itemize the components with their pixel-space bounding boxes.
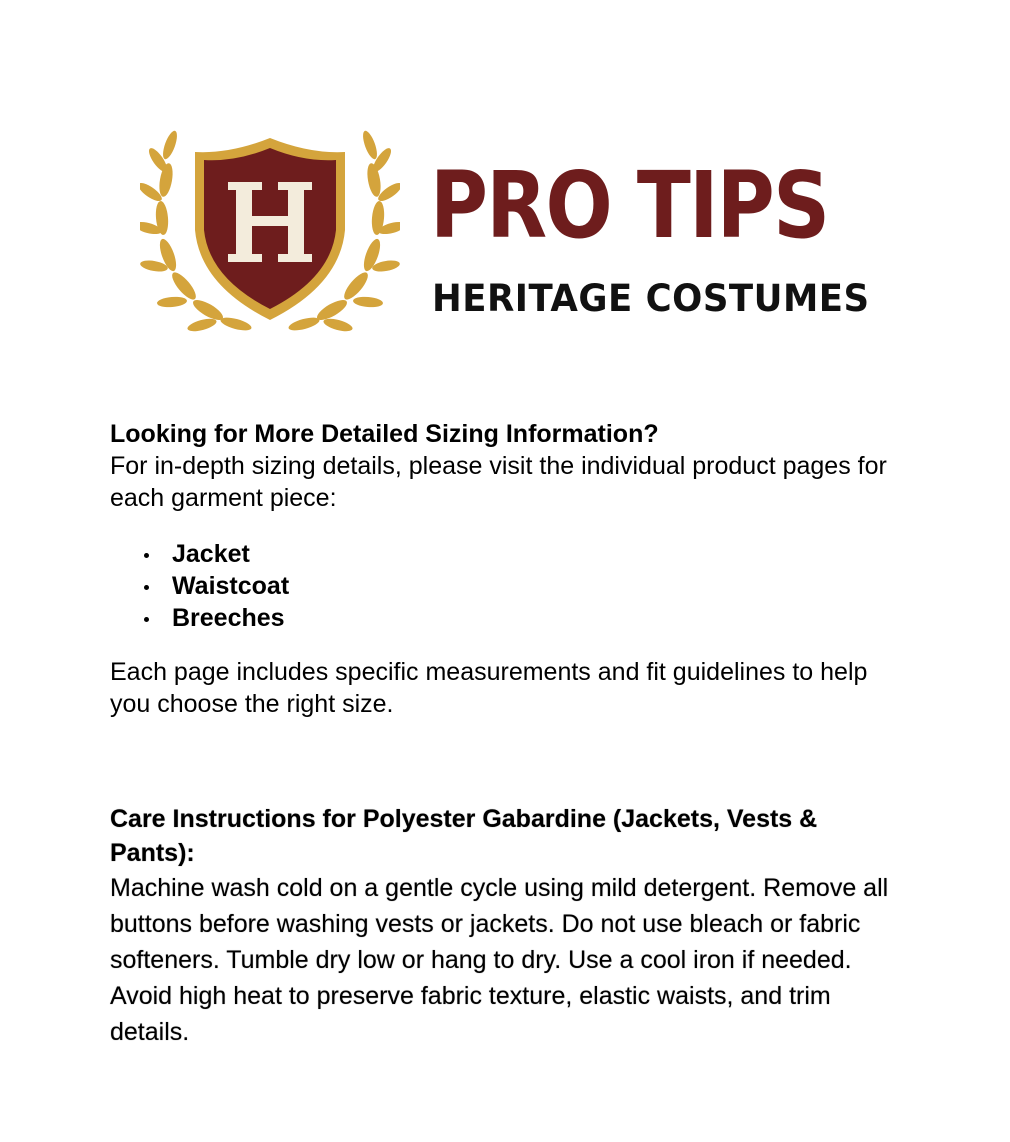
garment-list [110, 538, 900, 634]
care-text: Machine wash cold on a gentle cycle using mild detergent. Remove all buttons before washing vests or jackets. Do not use bleach or fabric softeners. Tumble dry low or hang to dry. Use a cool iron if needed. Avoid high heat to preserve fabric texture, elastic waists, and trim details. [110, 874, 889, 1046]
garment-item-waistcoat: Waistcoat [172, 570, 900, 602]
brand-subtitle: HERITAGE COSTUMES [432, 277, 870, 320]
sizing-heading: Looking for More Detailed Sizing Information? [110, 420, 659, 448]
brand-logo [140, 120, 900, 350]
brand-title: PRO TIPS [430, 152, 829, 259]
garment-item-jacket: Jacket [172, 538, 900, 570]
sizing-intro: For in-depth sizing details, please visit the individual product pages for each garment piece: [110, 452, 887, 512]
section-spacer [110, 720, 900, 802]
care-heading: Care Instructions for Polyester Gabardine (Jackets, Vests & Pants): [110, 805, 818, 867]
sizing-note: Each page includes specific measurements and fit guidelines to help you choose the right size. [110, 658, 868, 718]
garment-item-breeches: Breeches [172, 602, 900, 634]
shield-laurel-crest-icon [140, 120, 400, 340]
document-body [110, 418, 900, 1050]
